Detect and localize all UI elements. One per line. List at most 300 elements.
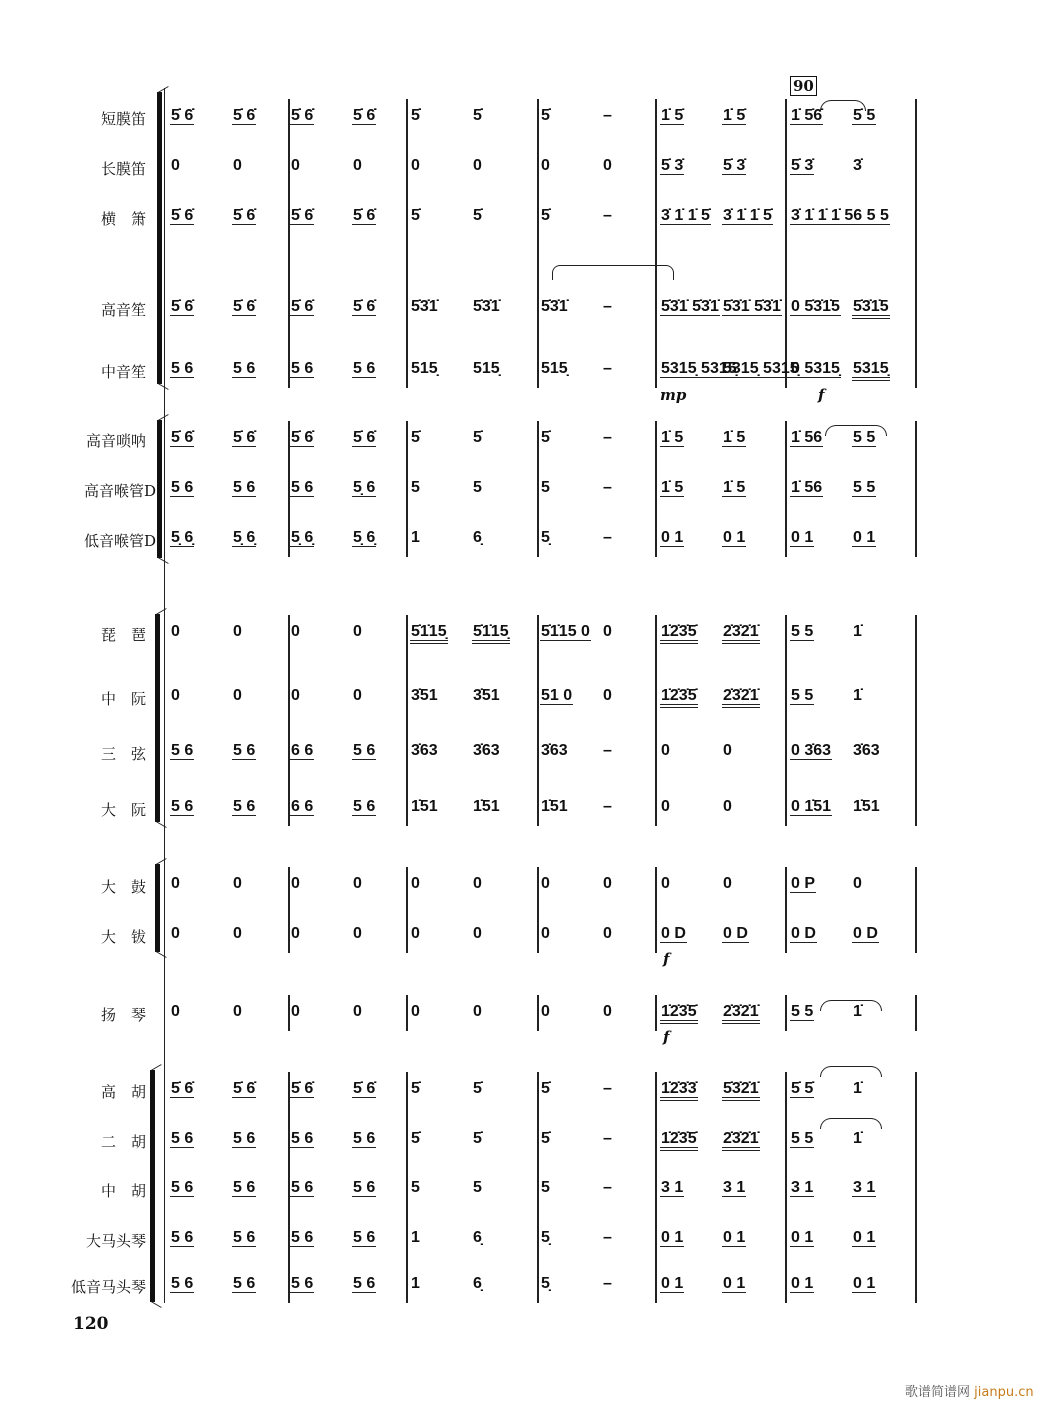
note-group: 5̣ 6 (353, 479, 376, 496)
note-group: 0 (473, 875, 482, 892)
note-group: 0 (233, 157, 242, 174)
note-group: 2̇3̇2̇1̇ (722, 1004, 760, 1024)
note-group: 0 1 (661, 529, 684, 546)
note-group: 5 6 (171, 479, 194, 496)
note-group: 5̇ (411, 429, 420, 446)
note-group: 51 0 (541, 687, 573, 704)
note-group: 5̇̇ (541, 107, 550, 124)
note-group: – (603, 742, 612, 759)
note-group: 0 (353, 925, 362, 942)
note-group: 1 (411, 1229, 420, 1246)
note-group: 1̇51 (541, 798, 568, 815)
note-group: 5̣ (541, 1229, 550, 1246)
note-group: – (603, 360, 612, 377)
note-group: 5 6 (233, 479, 256, 496)
note-group: 5̇ (473, 429, 482, 446)
note-group: 3̇ (853, 157, 862, 174)
note-group: 0 1 (791, 529, 814, 546)
note-group: 5 6 (171, 798, 194, 815)
note-group: 0 (291, 157, 300, 174)
note-group: 5 6 (353, 360, 376, 377)
note-group: 1 (411, 529, 420, 546)
note-group: 5̣ 6̣ (233, 529, 256, 546)
note-group: 0 1 (853, 1275, 876, 1292)
note-group: 5 5 (791, 1130, 814, 1147)
barline (406, 421, 408, 557)
barline (655, 99, 657, 388)
note-group: 5 (473, 479, 482, 496)
note-group: 1̇2̇3̇5̇ (660, 1131, 698, 1151)
barline (655, 867, 657, 953)
bracket-percussion (155, 864, 160, 952)
instrument-label-zhongruan: 中 阮 (100, 690, 146, 708)
instrument-label-diyinhouguan: 低音喉管D (83, 532, 156, 550)
note-group: 3̇51 (411, 687, 438, 704)
instrument-label-zhonghu: 中 胡 (100, 1182, 146, 1200)
note-group: 3̇63 (473, 742, 500, 759)
note-group: 0 3̇63 (791, 742, 832, 759)
note-group: 515̣ (473, 360, 500, 377)
note-group: 5 6 (171, 1275, 194, 1292)
note-group: 0 1 (661, 1229, 684, 1246)
instrument-label-zhongyinsheng: 中音笙 (100, 363, 146, 381)
note-group: 1̇̇ 5̇ (723, 107, 746, 124)
note-group: 0 (171, 925, 180, 942)
barline (785, 615, 787, 826)
barline (537, 867, 539, 953)
note-group: 5315̣ (852, 361, 890, 381)
note-group: 0 (171, 687, 180, 704)
note-group: 5̇ 6̇ (233, 429, 256, 446)
watermark-cn: 歌谱简谱网 (905, 1385, 971, 1400)
note-group: 0 (603, 925, 612, 942)
note-group: – (603, 1080, 612, 1097)
note-group: 0 (473, 1003, 482, 1020)
note-group: 5̇3̇1̇5 (852, 299, 890, 319)
note-group: 5̇ (541, 1130, 550, 1147)
note-group: 5 (411, 1179, 420, 1196)
note-group: 5 6 (291, 1229, 314, 1246)
note-group: 3 1 (661, 1179, 684, 1196)
note-group: 5̇ 6̇ (233, 207, 256, 224)
note-group: 5̇3̇2̇1̇ (722, 1081, 760, 1101)
note-group: – (603, 1229, 612, 1246)
note-group: 5̇ (411, 1080, 420, 1097)
note-group: 1̇ 5 (723, 479, 746, 496)
note-group: 0 1̇51 (791, 798, 832, 815)
barline (915, 99, 917, 388)
note-group: 5 (541, 479, 550, 496)
note-group: 5̇ 6̇ (171, 298, 194, 315)
note-group: 0 (411, 157, 420, 174)
note-group: 1̇̇ 5̇6̇ (791, 107, 823, 124)
note-group: 5̇ 5̇ (791, 1080, 814, 1097)
note-group: 0 (291, 687, 300, 704)
note-group: 1̇ (853, 623, 862, 640)
note-group: 0 D (791, 925, 816, 942)
note-group: 0 (171, 1003, 180, 1020)
note-group: 0 (603, 1003, 612, 1020)
barline (288, 615, 290, 826)
note-group: 1̇2̇3̇3̇ (660, 1081, 698, 1101)
note-group: 0 (541, 157, 550, 174)
note-group: 1̇ 5 (723, 429, 746, 446)
note-group: 5̇̇ (473, 107, 482, 124)
barline (655, 1072, 657, 1303)
barline (655, 615, 657, 826)
note-group: – (603, 207, 612, 224)
note-group: – (603, 107, 612, 124)
tie (820, 1118, 882, 1129)
note-group: 0 1 (723, 1275, 746, 1292)
note-group: 0 (661, 798, 670, 815)
watermark (905, 1381, 1034, 1400)
note-group: 1̇51 (473, 798, 500, 815)
note-group: 6̣ (473, 1275, 482, 1292)
note-group: 5 6 (233, 1130, 256, 1147)
note-group: 5̇1̇15̣ (472, 624, 510, 644)
instrument-label-diyinmatouqin: 低音马头琴 (70, 1278, 146, 1296)
note-group: 0 D (723, 925, 748, 942)
note-group: 3 1 (723, 1179, 746, 1196)
note-group: 0 1 (661, 1275, 684, 1292)
note-group: 5̣ 6̣ (291, 529, 314, 546)
note-group: 5̣ 6̣ (171, 529, 194, 546)
tie (552, 265, 674, 280)
note-group: 5 6 (353, 1130, 376, 1147)
note-group: 3̇ 1̇ 1̇ 5̇ (661, 207, 710, 224)
bracket-plucked (155, 614, 160, 822)
note-group: 5̇ 6̇ (291, 207, 314, 224)
instrument-label-damatouqin: 大马头琴 (85, 1232, 146, 1250)
note-group: 0 (353, 1003, 362, 1020)
instrument-label-dagu: 大 鼓 (100, 878, 146, 896)
note-group: – (603, 1179, 612, 1196)
note-group: 5̣ (541, 529, 550, 546)
note-group: 5 6 (353, 1229, 376, 1246)
note-group: 0 D (661, 925, 686, 942)
note-group: 5 5 (853, 429, 876, 446)
barline (537, 421, 539, 557)
note-group: 5 6 (291, 360, 314, 377)
note-group: 1̇ 5 (661, 479, 684, 496)
note-group: 5 6 (171, 360, 194, 377)
instrument-label-daruan: 大 阮 (100, 801, 146, 819)
note-group: 5̇ (411, 207, 420, 224)
note-group: 0 (603, 687, 612, 704)
note-group: 5 6 (291, 1275, 314, 1292)
barline (915, 867, 917, 953)
bracket-double-reeds (157, 420, 162, 558)
note-group: 0 5̇3̇1̇5 (791, 298, 840, 315)
instrument-label-yangqin: 扬 琴 (100, 1006, 146, 1024)
note-group: 5 6 (291, 1130, 314, 1147)
dynamic-f-dabo: f (663, 950, 670, 968)
note-group: 5̇3̇1̇ (473, 298, 500, 315)
note-group: 5̇3̇1̇ 5̇3̇1̇ (661, 298, 719, 315)
note-group: – (603, 479, 612, 496)
note-group: 0 (541, 875, 550, 892)
note-group: 5̇ 6̇ (233, 298, 256, 315)
note-group: 0 (353, 623, 362, 640)
note-group: 0 (541, 925, 550, 942)
note-group: 5 6 (171, 742, 194, 759)
barline (537, 615, 539, 826)
note-group: 5̇ (541, 429, 550, 446)
note-group: 6̣ (473, 1229, 482, 1246)
note-group: 2̇3̇2̇1̇ (722, 1131, 760, 1151)
instrument-label-pipa: 琵 琶 (100, 626, 146, 644)
note-group: 1̇51 (411, 798, 438, 815)
note-group: 0 (603, 623, 612, 640)
note-group: 5̇ (541, 207, 550, 224)
instrument-label-gaoyinsheng: 高音笙 (100, 301, 146, 319)
note-group: 5̇3̇1̇ (411, 298, 438, 315)
note-group: 5̇ 6̇ (291, 1080, 314, 1097)
note-group: 0 P (791, 875, 816, 892)
note-group: 5 6 (233, 1229, 256, 1246)
note-group: 0 (233, 687, 242, 704)
note-group: – (603, 798, 612, 815)
note-group: 5̇1̇15̣ (410, 624, 448, 644)
note-group: 5 6 (171, 1130, 194, 1147)
note-group: 0 (291, 1003, 300, 1020)
barline (288, 99, 290, 388)
instrument-label-duanmodi: 短膜笛 (100, 110, 146, 128)
rehearsal-mark-90: 90 (790, 76, 817, 96)
note-group: 5 6 (233, 742, 256, 759)
note-group: 5 6 (353, 742, 376, 759)
bracket-bowed (150, 1070, 155, 1302)
note-group: 0 (661, 742, 670, 759)
dynamic-f-sheng: f (818, 386, 825, 404)
instrument-label-gaoyinhouguan: 高音喉管D (83, 482, 156, 500)
note-group: 1̇ 5 (661, 429, 684, 446)
note-group: 0 (473, 925, 482, 942)
note-group: 6̣ (473, 529, 482, 546)
barline (406, 1072, 408, 1303)
note-group: 5̇ 6̇ (233, 1080, 256, 1097)
barline (537, 995, 539, 1031)
note-group: 5̇̇ 6̇̇ (353, 107, 376, 124)
barline (915, 995, 917, 1031)
note-group: 0 (411, 1003, 420, 1020)
note-group: 5 (411, 479, 420, 496)
barline (655, 995, 657, 1031)
note-group: 5 6 (291, 479, 314, 496)
barline (537, 1072, 539, 1303)
note-group: 2̇3̇2̇1̇ (722, 624, 760, 644)
note-group: 0 D (853, 925, 878, 942)
note-group: 3 1 (791, 1179, 814, 1196)
note-group: 1̇ (853, 1130, 862, 1147)
note-group: 6 6 (291, 798, 314, 815)
note-group: 0 (291, 623, 300, 640)
note-group: 3̇63 (853, 742, 880, 759)
note-group: 0 1 (791, 1229, 814, 1246)
note-group: 5̇ 6̇ (171, 1080, 194, 1097)
note-group: 0 (603, 157, 612, 174)
barline (406, 99, 408, 388)
instrument-label-hengxiao: 横 箫 (100, 210, 146, 228)
note-group: 5 6 (353, 1179, 376, 1196)
note-group: 5̇ 5 (853, 107, 876, 124)
note-group: 5̇ 6̇ (353, 298, 376, 315)
note-group: 5 5 (853, 479, 876, 496)
note-group: 0 (661, 875, 670, 892)
instrument-label-erhu: 二 胡 (100, 1133, 146, 1151)
note-group: 5 6 (171, 1179, 194, 1196)
system-line (164, 88, 165, 1303)
note-group: 5̇̇ 6̇̇ (291, 107, 314, 124)
note-group: 1̇ (853, 1080, 862, 1097)
page-number: 120 (73, 1314, 109, 1334)
instrument-label-gaoyinsuona: 高音唢呐 (85, 432, 146, 450)
note-group: 5 6 (171, 1229, 194, 1246)
note-group: 0 (723, 742, 732, 759)
note-group: 5 5 (791, 623, 814, 640)
note-group: 0 1 (853, 529, 876, 546)
barline (785, 421, 787, 557)
note-group: 6 6 (291, 742, 314, 759)
note-group: 5 5 (791, 687, 814, 704)
note-group: – (603, 1130, 612, 1147)
note-group: 0 1 (723, 529, 746, 546)
note-group: 5̇3̇1̇ (541, 298, 568, 315)
note-group: 1̇ (853, 687, 862, 704)
note-group: 5 6 (233, 1275, 256, 1292)
note-group: 5̇3̇1̇ 5̇3̇1̇ (723, 298, 781, 315)
note-group: 5̇ 6̇ (291, 429, 314, 446)
note-group: 5̇ 3̇ (661, 157, 684, 174)
watermark-en: jianpu.cn (974, 1385, 1034, 1400)
note-group: 0 (291, 925, 300, 942)
note-group: 515̣ (411, 360, 438, 377)
note-group: 5̇̇ 6̇̇ (171, 107, 194, 124)
note-group: 0 (853, 875, 862, 892)
note-group: 5315̣ 5315̣ (723, 360, 799, 377)
note-group: 0 (171, 875, 180, 892)
note-group: 5̇ 3̇ (723, 157, 746, 174)
note-group: 0 5315̣ (791, 360, 840, 377)
note-group: 5 6 (233, 798, 256, 815)
note-group: 1̇2̇3̇5̇ (660, 1004, 698, 1024)
instrument-label-gaohu: 高 胡 (100, 1083, 146, 1101)
note-group: 5̇ 6̇ (353, 207, 376, 224)
barline (785, 867, 787, 953)
note-group: 3̇ 1̇ 1̇ 5̇ (723, 207, 772, 224)
note-group: 0 (291, 875, 300, 892)
note-group: 5 6 (233, 1179, 256, 1196)
note-group: 0 (233, 623, 242, 640)
note-group: 5315̣ 5315̣ (661, 360, 737, 377)
instrument-label-sanxian: 三 弦 (100, 745, 146, 763)
note-group: 1̇ 56 (791, 479, 823, 496)
tie (820, 1000, 882, 1011)
note-group: 5̇ (473, 1130, 482, 1147)
note-group: 5 (541, 1179, 550, 1196)
note-group: 3̇51 (473, 687, 500, 704)
note-group: 5̇ 6̇ (291, 298, 314, 315)
note-group: – (603, 529, 612, 546)
note-group: 5 6 (291, 1179, 314, 1196)
note-group: 1̇2̇3̇5̇ (660, 688, 698, 708)
note-group: 5̇ 6̇ (171, 429, 194, 446)
note-group: 3 1 (853, 1179, 876, 1196)
note-group: 5̇ (473, 1080, 482, 1097)
note-group: 1̇ 56 (791, 429, 823, 446)
note-group: 0 (233, 925, 242, 942)
note-group: 1̇51 (853, 798, 880, 815)
note-group: 1̇ (853, 1003, 862, 1020)
note-group: 5̣ (541, 1275, 550, 1292)
note-group: – (603, 1275, 612, 1292)
note-group: 0 (723, 875, 732, 892)
note-group: 0 (723, 798, 732, 815)
barline (537, 99, 539, 388)
barline (406, 867, 408, 953)
note-group: 515̣ (541, 360, 568, 377)
note-group: 5̇ (411, 1130, 420, 1147)
note-group: 0 1 (853, 1229, 876, 1246)
note-group: – (603, 298, 612, 315)
note-group: 5̣ 6̣ (353, 529, 376, 546)
tie (820, 1066, 882, 1077)
note-group: 0 (233, 875, 242, 892)
note-group: 1 (411, 1275, 420, 1292)
note-group: 0 (171, 623, 180, 640)
dynamic-mp: mp (660, 386, 687, 404)
barline (406, 615, 408, 826)
barline (785, 1072, 787, 1303)
note-group: 0 (541, 1003, 550, 1020)
note-group: 0 (233, 1003, 242, 1020)
barline (655, 421, 657, 557)
note-group: 0 (353, 875, 362, 892)
barline (406, 995, 408, 1031)
note-group: 0 (353, 687, 362, 704)
note-group: 5̇ (473, 207, 482, 224)
note-group: 0 (171, 157, 180, 174)
note-group: 3̇63 (541, 742, 568, 759)
note-group: 3̇ 1̇ 1̇ 1̇ 56 5 5 (791, 207, 889, 224)
note-group: – (603, 429, 612, 446)
note-group: 0 (473, 157, 482, 174)
instrument-label-dabo: 大 钹 (100, 928, 146, 946)
note-group: 5 6 (353, 798, 376, 815)
note-group: 0 (353, 157, 362, 174)
bracket-winds (157, 92, 162, 384)
barline (785, 995, 787, 1031)
note-group: 5̇ (541, 1080, 550, 1097)
note-group: 0 1 (723, 1229, 746, 1246)
barline (915, 421, 917, 557)
note-group: 5̇ 6̇ (353, 429, 376, 446)
note-group: 1̇2̇3̇5̇ (660, 624, 698, 644)
note-group: 5̇̇ (411, 107, 420, 124)
note-group: 0 (411, 875, 420, 892)
instrument-label-changmodi: 长膜笛 (100, 160, 146, 178)
barline (915, 615, 917, 826)
note-group: 5 (473, 1179, 482, 1196)
note-group: 5 6 (353, 1275, 376, 1292)
note-group: 5 5 (791, 1003, 814, 1020)
note-group: 5̇ 6̇ (353, 1080, 376, 1097)
note-group: 5 6 (233, 360, 256, 377)
barline (785, 99, 787, 388)
note-group: 1̇̇ 5̇ (661, 107, 684, 124)
note-group: 3̇63 (411, 742, 438, 759)
